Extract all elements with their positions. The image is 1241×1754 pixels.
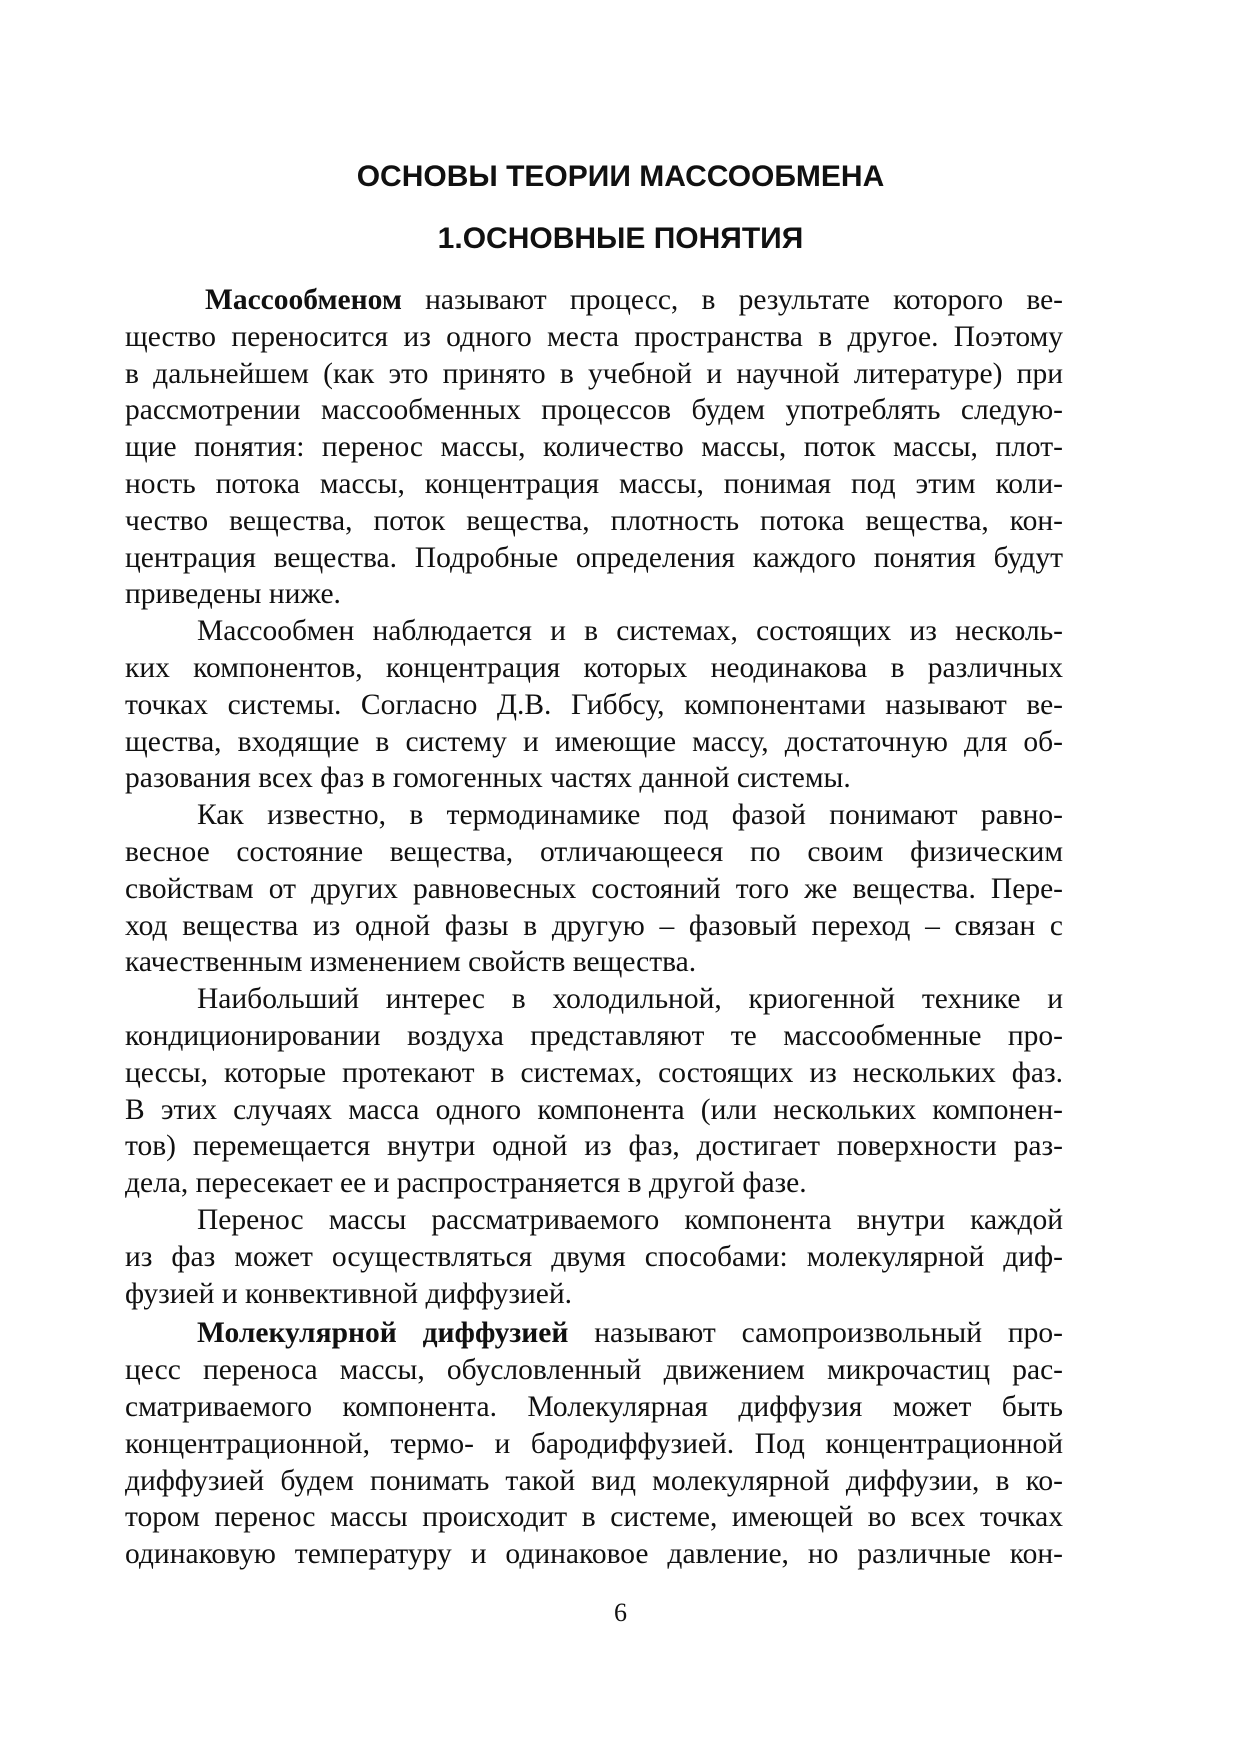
text-line xyxy=(125,1315,1063,1352)
line-text: щие понятия: перенос массы, количество массы, поток массы, плот- xyxy=(125,431,1063,464)
text-line xyxy=(125,282,1063,319)
line-text: весное состояние вещества, отличающееся по своим физическим xyxy=(125,835,1063,868)
line-text: Перенос массы рассматриваемого компонента внутри каждой xyxy=(197,1203,1063,1236)
line-text: центрация вещества. Подробные определения каждого понятия будут xyxy=(125,541,1063,574)
text-line xyxy=(125,797,1063,834)
text-line xyxy=(125,760,1063,797)
term-bold: Массообменом xyxy=(205,284,402,316)
text-line xyxy=(125,724,1063,761)
line-text: ность потока массы, концентрация массы, понимая под этим коли- xyxy=(125,467,1063,500)
line-text: диффузией будем понимать такой вид молекулярной диффузии, в ко- xyxy=(125,1464,1063,1497)
text-line xyxy=(125,1165,1063,1202)
line-text: ход вещества из одной фазы в другую – фазовый переход – связан с xyxy=(125,909,1063,942)
text-line xyxy=(125,1276,1063,1313)
text-line xyxy=(125,1202,1063,1239)
line-text: чество вещества, поток вещества, плотность потока вещества, кон- xyxy=(125,504,1063,537)
line-text: Наибольший интерес в холодильной, криогенной технике и xyxy=(197,983,1063,1016)
line-text: щество переносится из одного места пространства в другое. Поэтому xyxy=(125,320,1063,353)
text-line xyxy=(125,650,1063,687)
text-line xyxy=(125,834,1063,871)
text-line xyxy=(125,540,1063,577)
line-text: рассмотрении массообменных процессов будем употреблять следую- xyxy=(125,394,1063,427)
paragraph xyxy=(125,1315,1063,1573)
text-line xyxy=(125,1499,1063,1536)
paragraph xyxy=(125,613,1063,797)
text-line xyxy=(125,503,1063,540)
body-text xyxy=(125,282,1063,1573)
line-text: одинаковую температуру и одинаковое давление, но различные кон- xyxy=(125,1538,1063,1571)
text-line xyxy=(125,871,1063,908)
paragraph xyxy=(125,797,1063,981)
paragraph xyxy=(125,981,1063,1202)
text-line xyxy=(125,687,1063,724)
text-line xyxy=(125,1239,1063,1276)
text-line xyxy=(125,392,1063,429)
paragraph xyxy=(125,1202,1063,1312)
text-line xyxy=(125,1128,1063,1165)
paragraph xyxy=(125,282,1063,613)
line-text: в дальнейшем (как это принято в учебной и научной литературе) при xyxy=(125,357,1063,390)
line-text: В этих случаях масса одного компонента (или нескольких компонен- xyxy=(125,1093,1063,1126)
line-text: называют самопроизвольный про- xyxy=(568,1317,1063,1350)
text-line xyxy=(125,1092,1063,1129)
chapter-title: ОСНОВЫ ТЕОРИИ МАССООБМЕНА xyxy=(356,160,885,193)
line-text: цессы, которые протекают в системах, состоящих из нескольких фаз. xyxy=(125,1056,1063,1089)
text-line xyxy=(125,1018,1063,1055)
text-line xyxy=(125,613,1063,650)
text-line xyxy=(125,1055,1063,1092)
line-text: называют процесс, в результате которого ве- xyxy=(401,284,1063,316)
text-line xyxy=(125,1463,1063,1500)
line-text: концентрационной, термо- и бародиффузией. Под концентрационной xyxy=(125,1427,1063,1460)
text-line xyxy=(125,319,1063,356)
line-text: приведены ниже. xyxy=(125,578,341,611)
line-text: тором перенос массы происходит в системе, имеющей во всех точках xyxy=(125,1501,1063,1534)
text-line xyxy=(125,576,1063,613)
page-number: 6 xyxy=(614,1598,627,1627)
line-text: Массообмен наблюдается и в системах, состоящих из несколь- xyxy=(197,615,1063,648)
term-bold: Молекулярной диффузией xyxy=(197,1317,569,1350)
line-text: щества, входящие в систему и имеющие массу, достаточную для об- xyxy=(125,725,1063,758)
line-text: фузией и конвективной диффузией. xyxy=(125,1277,573,1310)
text-line xyxy=(125,466,1063,503)
text-line xyxy=(125,1389,1063,1426)
text-line xyxy=(125,1426,1063,1463)
line-text: разования всех фаз в гомогенных частях данной системы. xyxy=(125,762,851,795)
line-text: тов) перемещается внутри одной из фаз, достигает поверхности раз- xyxy=(125,1130,1063,1163)
text-line xyxy=(125,356,1063,393)
line-text: сматриваемого компонента. Молекулярная диффузия может быть xyxy=(125,1390,1063,1423)
line-text: дела, пересекает ее и распространяется в другой фазе. xyxy=(125,1167,807,1200)
text-line xyxy=(125,944,1063,981)
line-text: ких компонентов, концентрация которых неодинакова в различных xyxy=(125,651,1063,684)
text-line xyxy=(125,1536,1063,1573)
text-line xyxy=(125,1352,1063,1389)
text-line xyxy=(125,981,1063,1018)
line-text: кондиционировании воздуха представляют те массообменные про- xyxy=(125,1019,1063,1052)
line-text: свойствам от других равновесных состояний того же вещества. Пере- xyxy=(125,872,1063,905)
line-text: точках системы. Согласно Д.В. Гиббсу, компонентами называют ве- xyxy=(125,688,1063,721)
text-line xyxy=(125,429,1063,466)
text-line xyxy=(125,908,1063,945)
line-text: качественным изменением свойств вещества. xyxy=(125,946,697,979)
line-text: из фаз может осуществляться двумя способами: молекулярной диф- xyxy=(125,1240,1063,1273)
line-text: цесс переноса массы, обусловленный движением микрочастиц рас- xyxy=(125,1354,1063,1387)
line-text: Как известно, в термодинамике под фазой понимают равно- xyxy=(197,799,1063,832)
section-title: 1.ОСНОВНЫЕ ПОНЯТИЯ xyxy=(437,222,804,255)
